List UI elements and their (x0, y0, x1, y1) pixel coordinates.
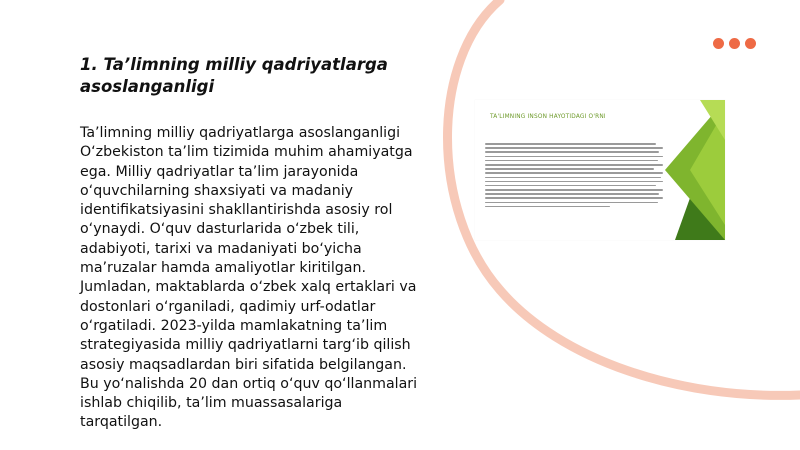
thumbnail-title: TA'LIMNING INSON HAYOTIDAGI O'RNI (490, 114, 606, 120)
thumbnail-text-lines (485, 143, 663, 210)
dot-2 (729, 38, 740, 49)
three-dots-icon (713, 38, 756, 49)
slide-thumbnail-image (475, 100, 725, 240)
green-shapes-graphic (655, 100, 725, 240)
slide-body-text: Ta’limning milliy qadriyatlarga asoslanganligi O‘zbekiston ta’lim tizimida muhim ahamiyatga ega. Milliy qadriyatlar ta’lim jarayonida o‘quvchilarning shaxsiyati va madaniy identifikatsiyasini shakllantirishda asosiy rol o‘ynaydi. O‘quv dasturlarida o‘zbek tili, adabiyoti, tarixi va madaniyati bo‘yicha ma’ruzalar hamda amaliyotlar kiritilgan. Jumladan, maktablarda o‘zbek xalq ertaklari va dostonlari o‘rganiladi, qadimiy urf-odatlar o‘rgatiladi. 2023-yilda mamlakatning ta’lim strategiyasida milliy qadriyatlarni targ‘ib qilish asosiy maqsadlardan biri sifatida belgilangan. Bu yo‘nalishda 20 dan ortiq o‘quv qo‘llanmalari ishlab chiqilib, ta’lim muassasalariga tarqatilgan. (80, 125, 418, 431)
dot-3 (745, 38, 756, 49)
dot-1 (713, 38, 724, 49)
slide-title: 1. Ta’limning milliy qadriyatlarga asoslanganligi (80, 55, 388, 96)
